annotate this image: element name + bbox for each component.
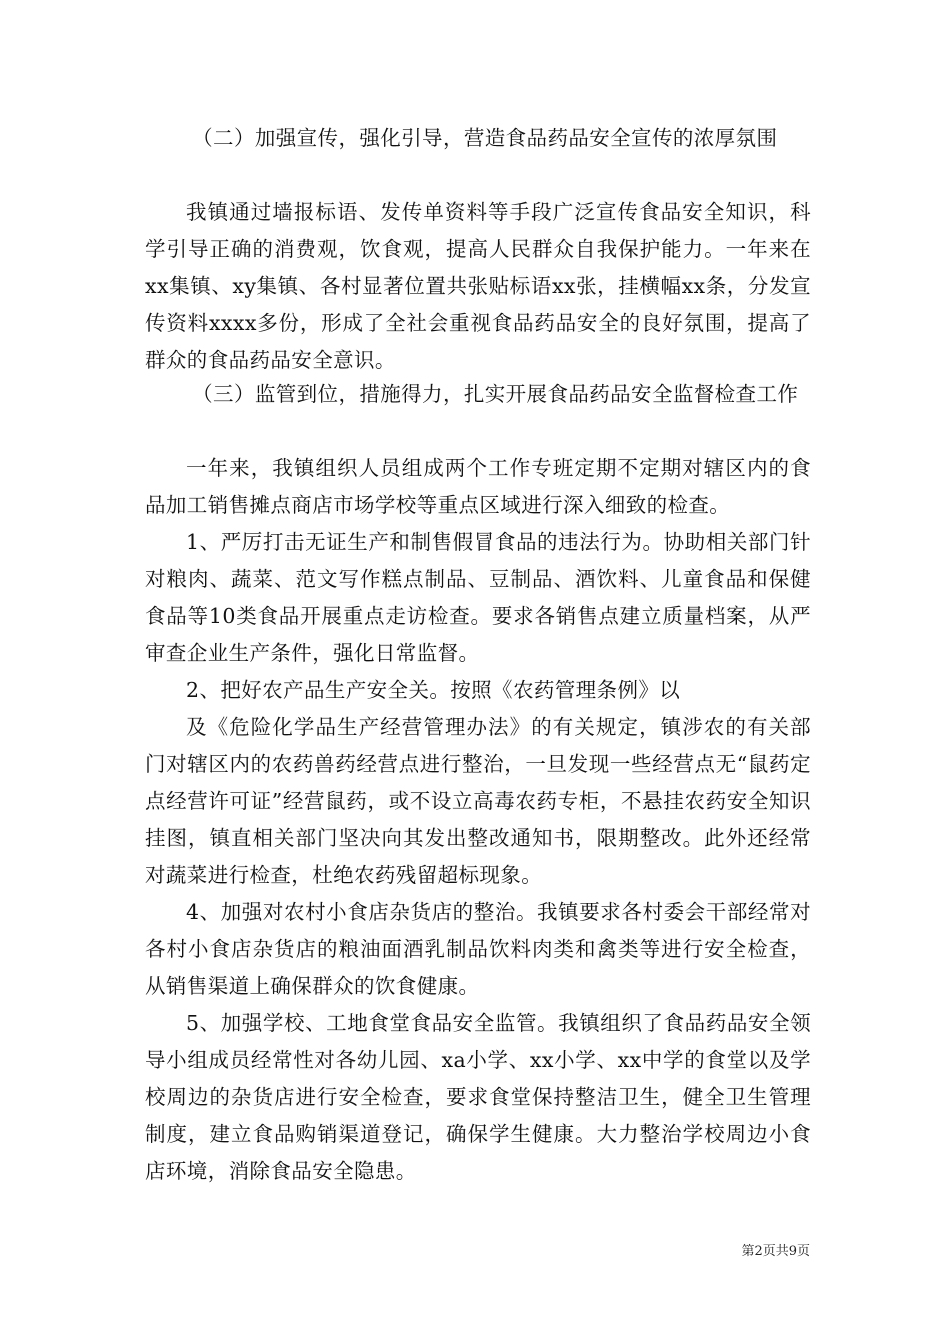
paragraph-item-4: 4、加强对农村小食店杂货店的整治。我镇要求各村委会干部经常对各村小食店杂货店的粮油面酒乳制品饮料肉类和禽类等进行安全检查，从销售渠道上确保群众的饮食健康。	[145, 900, 811, 998]
paragraph-item-2-lead: 2、把好农产品生产安全关。按照《农药管理条例》以	[186, 678, 681, 702]
section-heading-2: （二）加强宣传，强化引导，营造食品药品安全宣传的浓厚氛围	[192, 126, 778, 150]
paragraph-publicity: 我镇通过墙报标语、发传单资料等手段广泛宣传食品安全知识，科学引导正确的消费观，饮食观，提高人民群众自我保护能力。一年来在xx集镇、xy集镇、各村显著位置共张贴标语xx张，挂横幅xx条，分发宣传资料xxxx多份，形成了全社会重视食品药品安全的良好氛围，提高了群众的食品药品安全意识。	[145, 200, 811, 372]
paragraph-item-2-body: 及《危险化学品生产经营管理办法》的有关规定，镇涉农的有关部门对辖区内的农药兽药经营点进行整治，一旦发现一些经营点无“鼠药定点经营许可证”经营鼠药，或不设立高毒农药专柜，不悬挂农药安全知识挂图，镇直相关部门坚决向其发出整改通知书，限期整改。此外还经常对蔬菜进行检查，杜绝农药残留超标现象。	[145, 715, 811, 887]
section-heading-3: （三）监管到位，措施得力，扎实开展食品药品安全监督检查工作	[192, 382, 799, 406]
paragraph-item-1: 1、严厉打击无证生产和制售假冒食品的违法行为。协助相关部门针对粮肉、蔬菜、范文写作糕点制品、豆制品、酒饮料、儿童食品和保健食品等10类食品开展重点走访检查。要求各销售点建立质量档案，从严审查企业生产条件，强化日常监督。	[145, 530, 811, 665]
paragraph-item-5: 5、加强学校、工地食堂食品安全监管。我镇组织了食品药品安全领导小组成员经常性对各幼儿园、xa小学、xx小学、xx中学的食堂以及学校周边的杂货店进行安全检查，要求食堂保持整洁卫生，健全卫生管理制度，建立食品购销渠道登记，确保学生健康。大力整治学校周边小食店环境，消除食品安全隐患。	[145, 1011, 811, 1183]
paragraph-inspection-intro: 一年来，我镇组织人员组成两个工作专班定期不定期对辖区内的食品加工销售摊点商店市场学校等重点区域进行深入细致的检查。	[145, 456, 811, 517]
page-number: 第2页共9页	[741, 1244, 810, 1259]
